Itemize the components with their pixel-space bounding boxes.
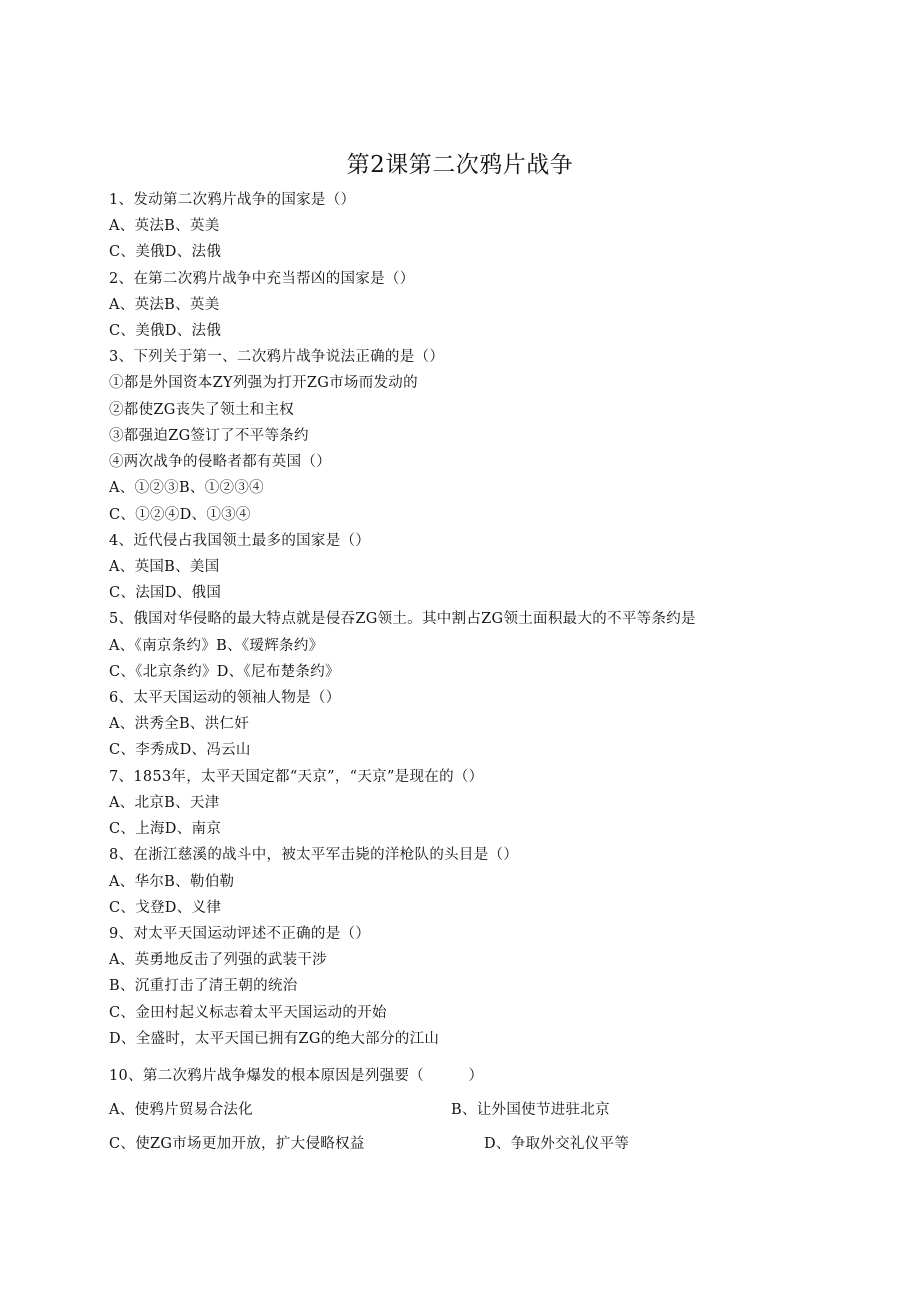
option-line: C、上海D、南京: [109, 821, 222, 837]
option-line: C、戈登D、义律: [109, 900, 222, 916]
option-line: B、沉重打击了清王朝的统治: [109, 978, 298, 994]
option-line: A、华尔B、勒伯勒: [109, 874, 235, 890]
statement-line: ②都使ZG丧失了领土和主权: [109, 402, 295, 418]
option-line: C、美俄D、法俄: [109, 244, 222, 260]
question-line: 8、在浙江慈溪的战斗中，被太平军击毙的洋枪队的头目是（）: [109, 847, 519, 863]
option-line: A、英勇地反击了列强的武装干涉: [109, 952, 327, 968]
option-line: A、《南京条约》B、《瑷辉条约》: [109, 638, 324, 654]
question-line: 1、发动第二次鸦片战争的国家是（）: [109, 192, 356, 208]
statement-line: ③都强迫ZG签订了不平等条约: [109, 428, 309, 444]
statement-line: ①都是外国资本ZY列强为打开ZG市场而发动的: [109, 375, 418, 391]
option-line: C、李秀成D、冯云山: [109, 742, 251, 758]
question-line: 3、下列关于第一、二次鸦片战争说法正确的是（）: [109, 349, 445, 365]
option-line: D、全盛时，太平天国已拥有ZG的绝大部分的江山: [109, 1031, 440, 1047]
option-line: A、洪秀全B、洪仁奸: [109, 716, 250, 732]
option-line: C、金田村起义标志着太平天国运动的开始: [109, 1005, 387, 1021]
question-10-option-a: A、使鸦片贸易合法化: [109, 1102, 253, 1118]
option-line: A、英法B、英美: [109, 218, 220, 234]
option-line: C、①②④D、①③④: [109, 507, 251, 523]
option-line: A、①②③B、①②③④: [109, 480, 264, 496]
question-line: 7、1853年，太平天国定都“天京”，“天京”是现在的（）: [109, 769, 484, 785]
question-line: 4、近代侵占我国领土最多的国家是（）: [109, 533, 371, 549]
question-line: 6、太平天国运动的领袖人物是（）: [109, 690, 341, 706]
page-title: 第2课第二次鸦片战争: [346, 152, 574, 178]
option-line: A、北京B、天津: [109, 795, 220, 811]
option-line: A、英法B、英美: [109, 297, 220, 313]
option-line: C、《北京条约》D、《尼布楚条约》: [109, 664, 340, 680]
question-10-option-b: B、让外国使节进驻北京: [451, 1102, 610, 1118]
question-10-stem: 10、第二次鸦片战争爆发的根本原因是列强要（ ）: [109, 1068, 484, 1084]
option-line: A、英国B、美国: [109, 559, 220, 575]
question-line: 2、在第二次鸦片战争中充当帮凶的国家是（）: [109, 271, 415, 287]
question-10-option-d: D、争取外交礼仪平等: [484, 1136, 630, 1152]
option-line: C、美俄D、法俄: [109, 323, 222, 339]
question-line: 5、俄国对华侵略的最大特点就是侵吞ZG领土。其中割占ZG领土面积最大的不平等条约是: [109, 611, 696, 627]
statement-line: ④两次战争的侵略者都有英国（）: [109, 454, 331, 470]
question-10-option-c: C、使ZG市场更加开放，扩大侵略权益: [109, 1136, 365, 1152]
question-line: 9、对太平天国运动评述不正确的是（）: [109, 926, 371, 942]
option-line: C、法国D、俄国: [109, 585, 222, 601]
